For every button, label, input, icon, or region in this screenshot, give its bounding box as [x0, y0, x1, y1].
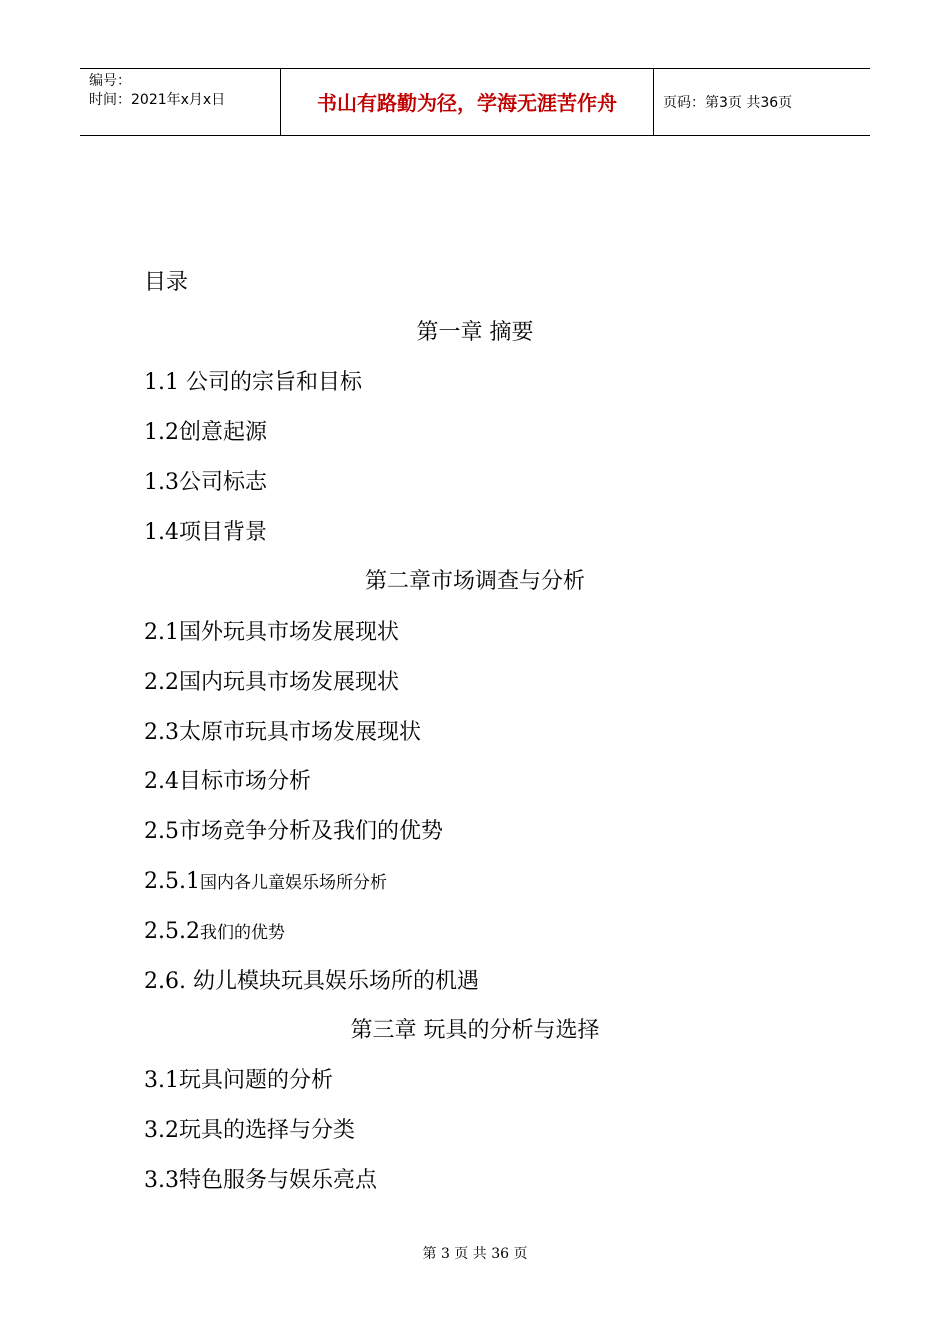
toc-item: 1.1 公司的宗旨和目标 [144, 370, 362, 395]
toc-chapter-2: 第二章市场调查与分析 [364, 569, 585, 594]
toc-item: 1.4项目背景 [144, 520, 267, 545]
toc-item: 2.2国内玩具市场发展现状 [144, 670, 399, 695]
toc-item: 2.6. 幼儿模块玩具娱乐场所的机遇 [144, 969, 479, 994]
toc-subitem [144, 868, 387, 897]
page-footer: 第 3 页 共 36 页 [422, 1246, 528, 1262]
toc-chapter-3: 第三章 玩具的分析与选择 [350, 1018, 600, 1043]
toc-chapter-1: 第一章 摘要 [416, 320, 534, 345]
document-date: 时间：2021年x月x日 [89, 92, 226, 108]
document-number-label: 编号： [89, 73, 131, 89]
header-motto: 书山有路勤为径，学海无涯苦作舟 [317, 91, 617, 115]
toc-subitem [144, 918, 285, 947]
toc-subitem-number: 2.5.2 [144, 919, 200, 944]
toc-subitem-text: 国内各儿童娱乐场所分析 [199, 873, 387, 893]
toc-item: 2.5市场竞争分析及我们的优势 [144, 819, 443, 844]
toc-item: 2.3太原市玩具市场发展现状 [144, 720, 421, 745]
toc-item: 3.1玩具问题的分析 [144, 1068, 333, 1093]
toc-item: 2.4目标市场分析 [144, 769, 311, 794]
toc-item: 1.2创意起源 [144, 420, 267, 445]
header-middle-cell [281, 69, 654, 135]
toc-item: 2.1国外玩具市场发展现状 [144, 620, 399, 645]
toc-item: 1.3公司标志 [144, 470, 267, 495]
header-page-info: 页码：第3页 共36页 [663, 95, 793, 111]
toc-subitem-number: 2.5.1 [144, 869, 200, 894]
toc-subitem-text: 我们的优势 [199, 923, 285, 943]
toc-title: 目录 [144, 270, 189, 295]
page-header [80, 68, 870, 136]
toc-item: 3.2玩具的选择与分类 [144, 1118, 355, 1143]
header-right-cell [654, 69, 870, 135]
header-left-cell [80, 69, 281, 135]
toc-item: 3.3特色服务与娱乐亮点 [144, 1168, 377, 1193]
